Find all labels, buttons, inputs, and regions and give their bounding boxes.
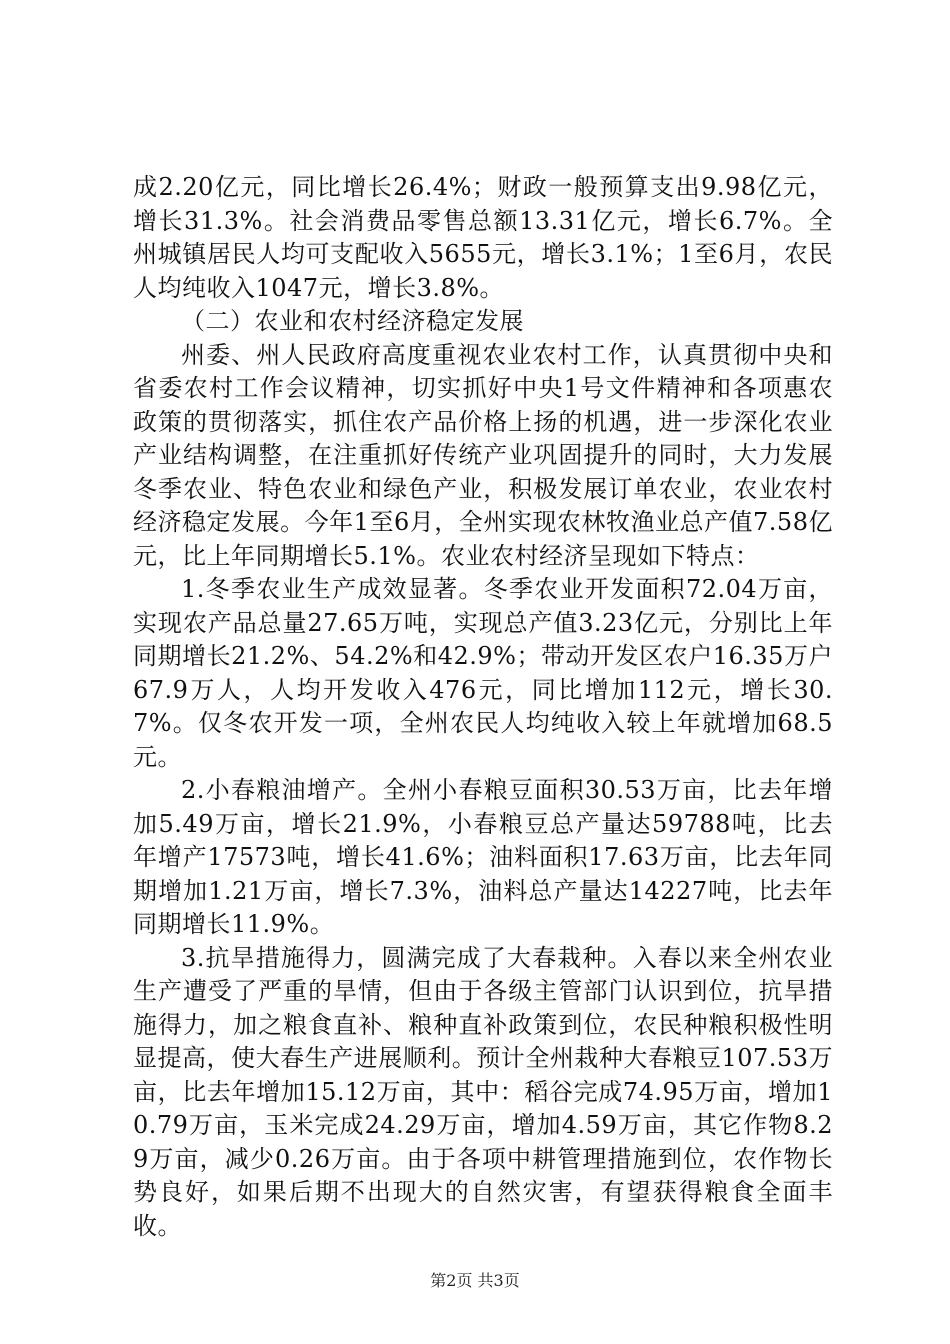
section-heading: （二）农业和农村经济稳定发展 bbox=[181, 307, 524, 335]
page-number-footer: 第2页 共3页 bbox=[430, 1271, 520, 1290]
paragraph-1: 成2.20亿元，同比增长26.4%；财政一般预算支出9.98亿元，增长31.3%。社会消费品零售总额13.31亿元，增长6.7%。全州城镇居民人均可支配收入5655元，增长3.1%；1至6月，农民人均纯收入1047元，增长3.8%。 bbox=[133, 173, 833, 302]
paragraph-4: 2.小春粮油增产。全州小春粮豆面积30.53万亩，比去年增加5.49万亩，增长21.9%，小春粮豆总产量达59788吨，比去年增产17573吨，增长41.6%；油料面积17.63万亩，比去年同期增加1.21万亩，增长7.3%，油料总产量达14227吨，比去年同期增长11.9%。 bbox=[133, 776, 833, 938]
document-body bbox=[133, 171, 833, 1243]
paragraph-3: 1.冬季农业生产成效显著。冬季农业开发面积72.04万亩，实现农产品总量27.65万吨，实现总产值3.23亿元，分别比上年同期增长21.2%、54.2%和42.9%；带动开发区农户16.35万户67.9万人，人均开发收入476元，同比增加112元，增长30.7%。仅冬农开发一项，全州农民人均纯收入较上年就增加68.5元。 bbox=[133, 575, 833, 771]
paragraph-2: 州委、州人民政府高度重视农业农村工作，认真贯彻中央和省委农村工作会议精神，切实抓好中央1号文件精神和各项惠农政策的贯彻落实，抓住农产品价格上扬的机遇，进一步深化农业产业结构调整，在注重抓好传统产业巩固提升的同时，大力发展冬季农业、特色农业和绿色产业，积极发展订单农业，农业农村经济稳定发展。今年1至6月，全州实现农林牧渔业总产值7.58亿元，比上年同期增长5.1%。农业农村经济呈现如下特点： bbox=[133, 340, 833, 570]
paragraph-5: 3.抗旱措施得力，圆满完成了大春栽种。入春以来全州农业生产遭受了严重的旱情，但由于各级主管部门认识到位，抗旱措施得力，加之粮食直补、粮种直补政策到位，农民种粮积极性明显提高，使大春生产进展顺利。预计全州栽种大春粮豆107.53万亩，比去年增加15.12万亩，其中：稻谷完成74.95万亩，增加10.79万亩，玉米完成24.29万亩，增加4.59万亩，其它作物8.29万亩，减少0.26万亩。由于各项中耕管理措施到位，农作物长势良好，如果后期不出现大的自然灾害，有望获得粮食全面丰收。 bbox=[133, 943, 833, 1240]
